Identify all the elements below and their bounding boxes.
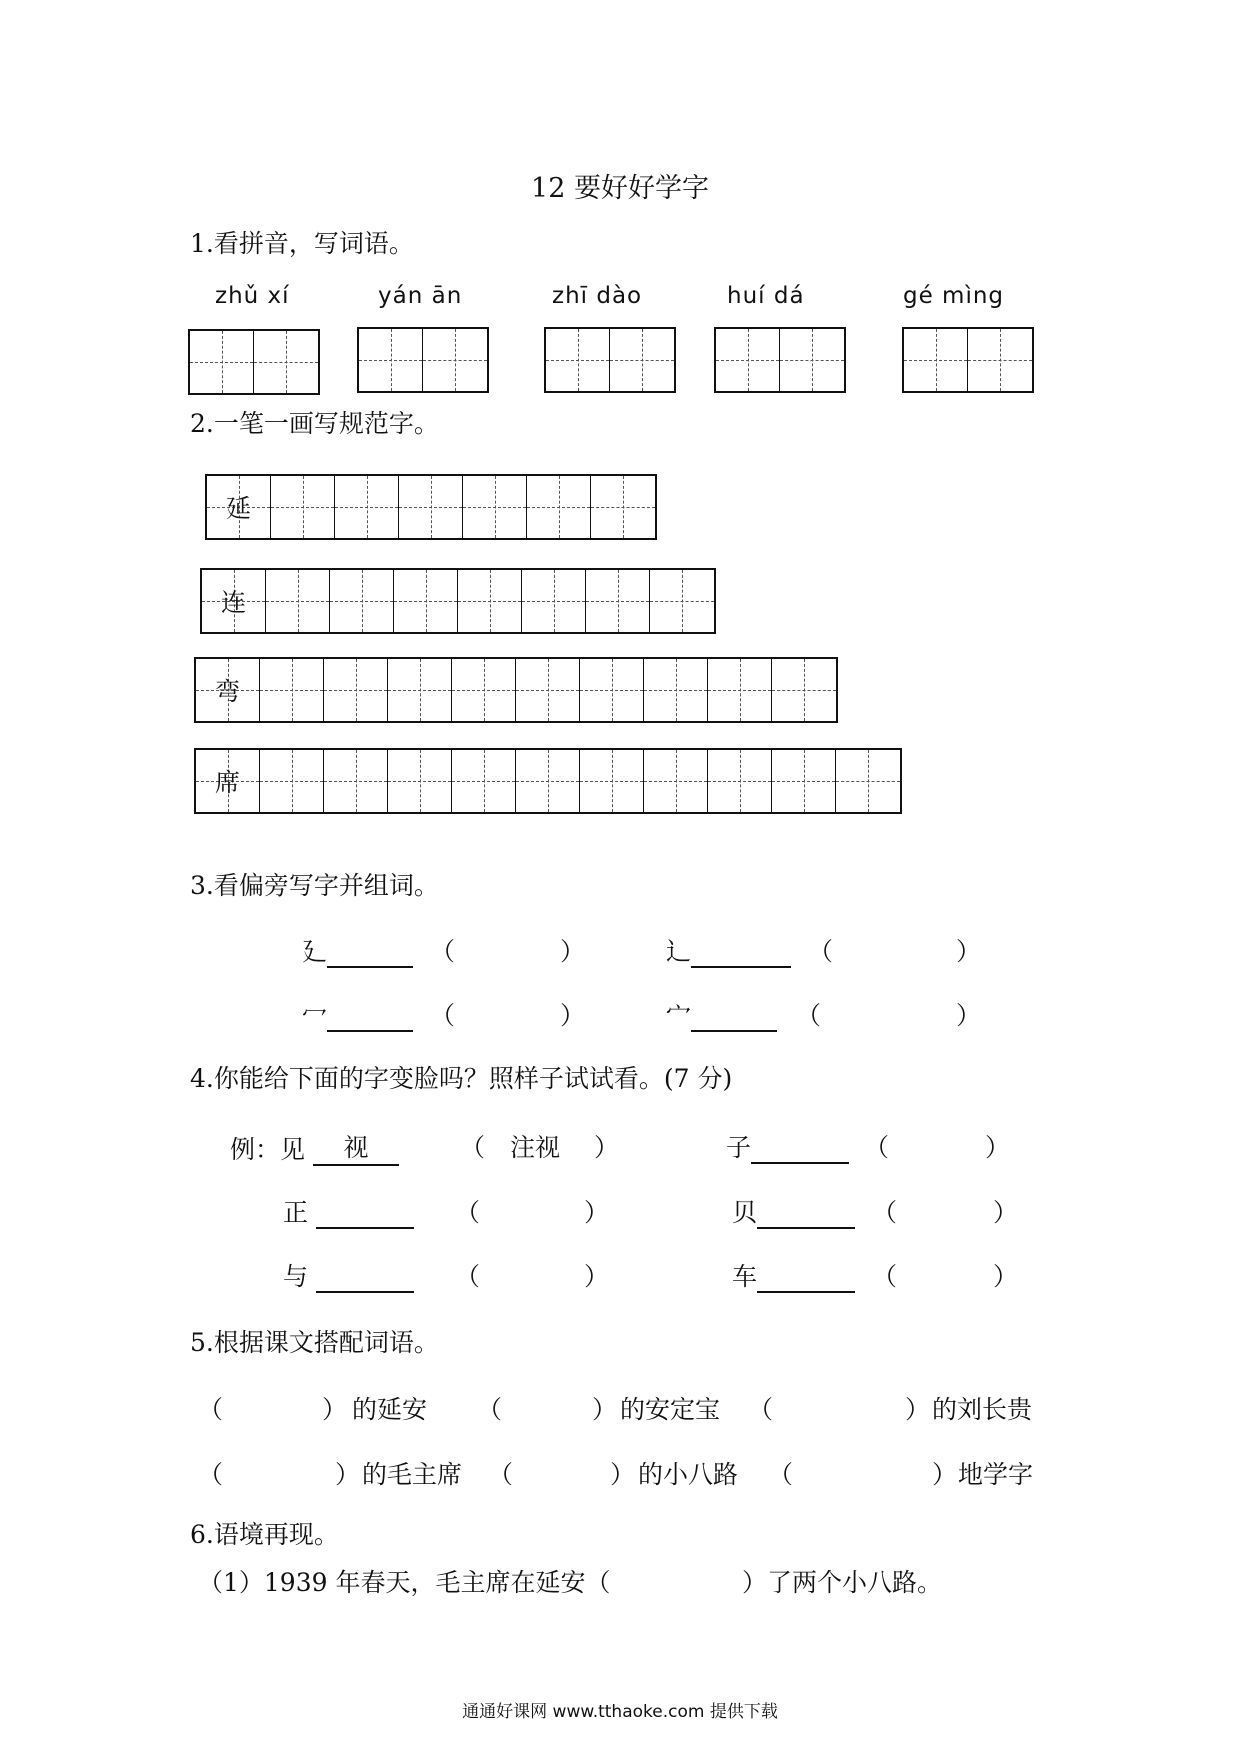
page-title: 12 要好好学字 <box>531 173 709 204</box>
grid-cell[interactable] <box>968 329 1032 391</box>
q4-item-zi <box>726 1128 849 1164</box>
q1-pinyin-3: zhī dào <box>552 283 643 309</box>
grid-cell[interactable] <box>516 750 580 812</box>
q2-grid-wan[interactable] <box>194 657 838 723</box>
model-char: 延 <box>225 494 251 523</box>
paren-close: ） <box>592 1395 618 1424</box>
example-answer: 视 <box>313 1128 399 1166</box>
model-char-cell <box>202 570 266 632</box>
q1-grid-1[interactable] <box>188 329 320 395</box>
model-char: 连 <box>220 588 246 617</box>
grid-cell[interactable] <box>254 331 318 393</box>
paren-close: ） <box>956 1001 982 1030</box>
grid-cell[interactable] <box>650 570 714 632</box>
grid-cell[interactable] <box>716 329 780 391</box>
q4-heading: 4.你能给下面的字变脸吗？照样子试试看。(7 分) <box>190 1064 733 1093</box>
grid-cell[interactable] <box>836 750 900 812</box>
grid-cell[interactable] <box>610 329 674 391</box>
paren-close: ） <box>993 1262 1019 1291</box>
q5-phrase: 地学字 <box>958 1460 1034 1489</box>
answer-blank[interactable] <box>316 1291 414 1293</box>
grid-cell[interactable] <box>452 750 516 812</box>
paren-close: ） <box>985 1133 1011 1162</box>
paren-close: ） <box>932 1460 958 1489</box>
q2-grid-xi[interactable] <box>194 748 902 814</box>
q5-heading: 5.根据课文搭配词语。 <box>190 1328 439 1357</box>
grid-cell[interactable] <box>580 750 644 812</box>
grid-cell[interactable] <box>644 659 708 721</box>
base-char: 正 <box>283 1198 309 1227</box>
paren-close: ） <box>993 1198 1019 1227</box>
q1-grid-3[interactable] <box>544 327 676 393</box>
answer-blank[interactable] <box>751 1162 849 1164</box>
model-char: 席 <box>214 768 240 797</box>
answer-blank[interactable] <box>691 1030 777 1032</box>
q1-pinyin-4: huí dá <box>727 283 805 309</box>
paren-open: （ <box>455 1262 481 1291</box>
radical: 冖 <box>302 1001 328 1030</box>
grid-cell[interactable] <box>522 570 586 632</box>
paren-close: ） <box>335 1460 361 1489</box>
example-word: 注视 <box>510 1133 561 1162</box>
q3-item-1 <box>302 932 413 968</box>
grid-cell[interactable] <box>190 331 254 393</box>
answer-blank[interactable] <box>316 1227 414 1229</box>
grid-cell[interactable] <box>586 570 650 632</box>
grid-cell[interactable] <box>904 329 968 391</box>
grid-cell[interactable] <box>260 659 324 721</box>
model-char: 弯 <box>214 677 240 706</box>
q4-item-yu <box>283 1257 414 1293</box>
grid-cell[interactable] <box>271 476 335 538</box>
q4-item-bei <box>732 1193 855 1229</box>
q2-heading: 2.一笔一画写规范字。 <box>190 409 439 438</box>
q1-grid-2[interactable] <box>357 327 489 393</box>
q2-grid-yan[interactable] <box>205 474 657 540</box>
paren-open: （ <box>460 1133 486 1162</box>
grid-cell[interactable] <box>580 659 644 721</box>
paren-close: ） <box>584 1198 610 1227</box>
paren-close: ） <box>560 937 586 966</box>
q4-item-che <box>732 1257 855 1293</box>
paren-open: （ <box>872 1262 898 1291</box>
paren-close: ） <box>322 1395 348 1424</box>
model-char-cell <box>196 659 260 721</box>
answer-blank[interactable] <box>327 966 413 968</box>
paren-open: （ <box>477 1395 503 1424</box>
paren-close: ） <box>560 1001 586 1030</box>
answer-blank[interactable] <box>327 1030 413 1032</box>
paren-open: （ <box>796 1001 822 1030</box>
answer-blank[interactable] <box>757 1291 855 1293</box>
q5-phrase: 的安定宝 <box>620 1395 721 1424</box>
radical: 辶 <box>666 937 692 966</box>
grid-cell[interactable] <box>335 476 399 538</box>
grid-cell[interactable] <box>458 570 522 632</box>
paren-open: （ <box>748 1395 774 1424</box>
radical: 宀 <box>666 1001 692 1030</box>
grid-cell[interactable] <box>772 659 836 721</box>
paren-open: （ <box>768 1460 794 1489</box>
answer-blank[interactable] <box>691 966 791 968</box>
grid-cell[interactable] <box>527 476 591 538</box>
q3-item-3 <box>302 996 413 1032</box>
q1-pinyin-5: gé mìng <box>903 283 1005 309</box>
paren-open: （ <box>430 1001 456 1030</box>
grid-cell[interactable] <box>708 750 772 812</box>
paren-close: ） <box>905 1395 931 1424</box>
base-char: 与 <box>283 1262 309 1291</box>
paren-open: （ <box>430 937 456 966</box>
answer-blank[interactable] <box>757 1227 855 1229</box>
grid-cell[interactable] <box>388 750 452 812</box>
q5-phrase: 的延安 <box>352 1395 428 1424</box>
q6-line1-end: ）了两个小八路。 <box>742 1568 943 1597</box>
paren-open: （ <box>488 1460 514 1489</box>
paren-close: ） <box>594 1133 620 1162</box>
paren-open: （ <box>808 937 834 966</box>
grid-cell[interactable] <box>359 329 423 391</box>
q3-item-2 <box>666 932 791 968</box>
grid-cell[interactable] <box>399 476 463 538</box>
q5-phrase: 的刘长贵 <box>932 1395 1033 1424</box>
q1-grid-4[interactable] <box>714 327 846 393</box>
grid-cell[interactable] <box>591 476 655 538</box>
paren-open: （ <box>198 1395 224 1424</box>
base-char: 贝 <box>732 1198 758 1227</box>
q5-phrase: 的毛主席 <box>362 1460 463 1489</box>
base-char: 车 <box>732 1262 758 1291</box>
grid-cell[interactable] <box>324 750 388 812</box>
paren-open: （ <box>455 1198 481 1227</box>
q5-phrase: 的小八路 <box>638 1460 739 1489</box>
q1-pinyin-1: zhǔ xí <box>215 283 290 309</box>
grid-cell[interactable] <box>266 570 330 632</box>
grid-cell[interactable] <box>463 476 527 538</box>
grid-cell[interactable] <box>394 570 458 632</box>
q3-item-4 <box>666 996 777 1032</box>
footer-credit: 通通好课网 www.tthaoke.com 提供下载 <box>462 1702 778 1722</box>
model-char-cell <box>207 476 271 538</box>
grid-cell[interactable] <box>388 659 452 721</box>
q2-grid-lian[interactable] <box>200 568 716 634</box>
grid-cell[interactable] <box>772 750 836 812</box>
grid-cell[interactable] <box>780 329 844 391</box>
grid-cell[interactable] <box>708 659 772 721</box>
paren-close: ） <box>610 1460 636 1489</box>
q1-grid-5[interactable] <box>902 327 1034 393</box>
paren-open: （ <box>872 1198 898 1227</box>
grid-cell[interactable] <box>330 570 394 632</box>
q1-heading: 1.看拼音，写词语。 <box>190 229 414 258</box>
grid-cell[interactable] <box>546 329 610 391</box>
q6-heading: 6.语境再现。 <box>190 1520 339 1549</box>
grid-cell[interactable] <box>516 659 580 721</box>
example-prefix: 例：见 <box>230 1135 306 1164</box>
grid-cell[interactable] <box>260 750 324 812</box>
model-char-cell <box>196 750 260 812</box>
q1-pinyin-2: yán ān <box>378 283 463 309</box>
radical: 廴 <box>302 937 328 966</box>
grid-cell[interactable] <box>452 659 516 721</box>
paren-close: ） <box>584 1262 610 1291</box>
q3-heading: 3.看偏旁写字并组词。 <box>190 871 439 900</box>
grid-cell[interactable] <box>324 659 388 721</box>
q4-example <box>230 1128 399 1166</box>
base-char: 子 <box>726 1133 752 1162</box>
paren-open: （ <box>198 1460 224 1489</box>
grid-cell[interactable] <box>423 329 487 391</box>
grid-cell[interactable] <box>644 750 708 812</box>
q4-item-zheng <box>283 1193 414 1229</box>
q6-line1-start: （1）1939 年春天，毛主席在延安（ <box>198 1568 611 1597</box>
paren-open: （ <box>864 1133 890 1162</box>
paren-close: ） <box>956 937 982 966</box>
